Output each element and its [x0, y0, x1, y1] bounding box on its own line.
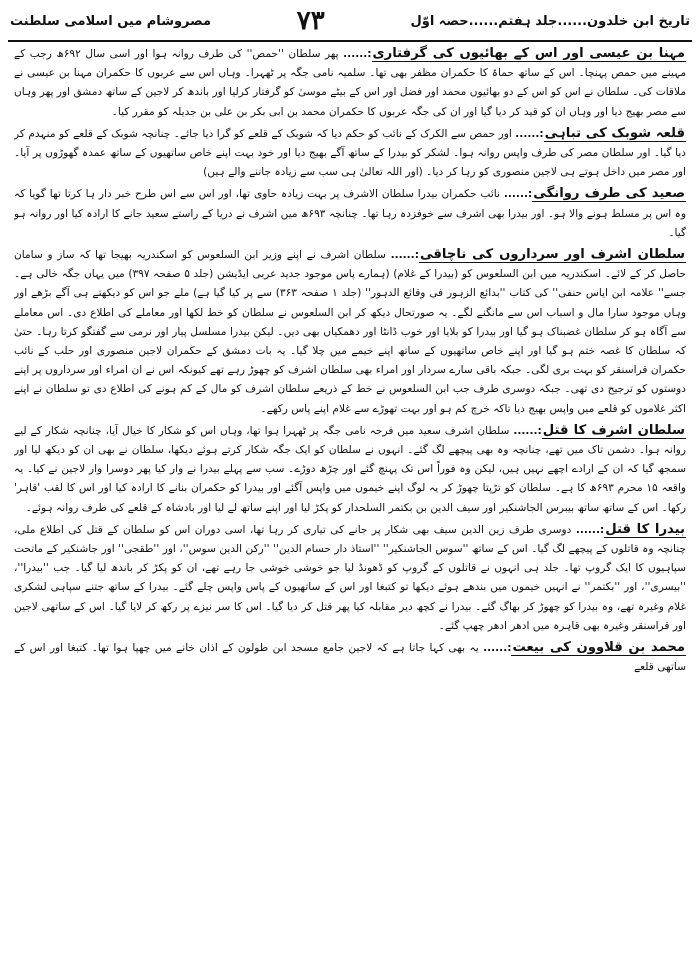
section-baydara-killing: بیدرا کا قتل:...... دوسری طرف زین الدین سیف بھی شکار پر جانے کی تیاری کر رہا تھا، اسی دوران اس کو سلطان کے قتل کی اطلاع ملی، چنانچہ وہ قاتلوں کے پیچھے لگ گیا۔ اس کے ساتھ ''سوس الجاشنکیر'' ''استاذ دار حسام الدین'' ''رکن الدین سوس''، اور ''طقجی'' اور جاشنکیر کے ماتحت سپاہیوں کا ایک گروپ تھا۔ جلد ہی انہوں نے قاتلوں کے گروپ کو ڈھونڈ لیا جو خوشی خوشی جا رہے تھے، ان کو پکڑ کر باندھ لیا گیا۔ جب ''بیدرا''، ''بیسری''، اور ''بکتمر'' نے انہیں خیموں میں بندھے ہوئے دیکھا تو کتبغا اور اس کے ساتھیوں کے پاس واپس چلے گئے۔ بیدرا کے ساتھ جتنے سپاہی لشکری غلام وغیرہ تھے، وہ بیدرا کو چھوڑ کر بھاگ گئے۔ بیدرا نے کچھ دیر مقابلہ کیا پھر قتل کر دیا گیا۔ اس کا سر نیزے پر رکھ کر لایا گیا۔ اس کے ساتھی لاجین اور قراسنقر وغیرہ بھی قاہرہ میں ادھر ادھر چھپ گئے۔ [14, 521, 686, 632]
section-arrest: مہنا بن عیسی اور اس کے بھائیوں کی گرفتاری:...... پھر سلطان ''حمص'' کی طرف روانہ ہوا اور اسی سال ۶۹۲ھ رجب کے مہینے میں حمص پہنچا۔ اس کے ساتھ حماۃ کا حکمران مظفر بھی تھا۔ سلمیہ نامی جگہ پر ٹھہرا۔ وہاں اس سے عربوں کا حکمران مہنا بن عیسی نے ملاقات کی۔ سلطان نے اس کو اس کے دو بھائیوں محمد اور فضل اور اس کے بیٹے موسیٰ کو گرفتار کرلیا اور باندھ کر لاجین کے ساتھ دمشق اور پھر وہاں سے مصر بھیج دیا اور وہاں ان کو قید کر دیا گیا اور ان کی جگہ عربوں کا حکمران محمد بن ابی بکر بن علی بن جدیلہ کو مقرر کیا۔ [14, 46, 686, 118]
section-bayah: محمد بن قلاوون کی بیعت:...... یہ بھی کہا جاتا ہے کہ لاجین جامع مسجد ابن طولون کے اذان خانے میں چھپا ہوا تھا۔ کتبغا اور اس کے ساتھی قلعے [14, 640, 686, 674]
section-heading: بیدرا کا قتل [605, 521, 685, 537]
section-said: صعید کی طرف روانگی:...... نائب حکمران بیدرا سلطان الاشرف پر بہت زیادہ حاوی تھا، اور اس سے اس طرح خبر دار ہا کرتا تھا گویا کہ وہ اس پر مسلط ہونے والا ہو۔ اور بیدرا بھی اشرف سے خوفزدہ رہا تھا۔ چنانچہ ۶۹۳ھ میں اشرف نے دریا کے راستے سعید جانے کا ارادہ کیا اور روانہ ہو گیا۔ [14, 186, 686, 239]
section-heading: سلطان اشرف اور سرداروں کی ناچاقی [419, 247, 685, 263]
section-ashraf-killing: سلطان اشرف کا قتل:...... سلطان اشرف سعید میں فرجہ نامی جگہ پر ٹھہرا ہوا تھا، وہاں اس کو شکار کا خیال آیا، چنانچہ شکار کے لیے روانہ ہوا۔ دشمن تاک میں تھے، چنانچہ وہ بھی پیچھے لگ گئے۔ انہوں نے سلطان کو ایک جگہ شکار کرتے ہوئے دیکھا، سلطان نے بھی ان کو دیکھ لیا اور سمجھ گیا کہ ان کے ارادے اچھے نہیں ہیں، لیکن وہ فوراً اس تک پہنچ گئے اور چڑھ دوڑے۔ سب سے پہلے بیدرا نے وار کیا پھر دوسرا وار لاجین نے کیا۔ یہ واقعہ ۱۵ محرم ۶۹۳ھ کا ہے۔ سلطان کو تڑپتا چھوڑ کر یہ لوگ اپنے خیموں میں واپس آگئے اور بیدرا کو حکمران بنانے کا ارادہ کیا اور اس کا لقب 'قاہر' رکھا۔ اس کے ساتھ ساتھ بیبرس الجاشنکیر اور سیف الدین بن بکتمر السلحدار کو پکڑ لیا اور اپنے ساتھ لے لیا اور بادشاہ کے قلعے کی طرف روانہ ہوئے۔ [14, 422, 686, 514]
section-title: مصروشام میں اسلامی سلطنت [10, 13, 212, 29]
section-text: دوسری طرف زین الدین سیف بھی شکار پر جانے کی تیاری کر رہا تھا، اسی دوران اس کو سلطان کے قتل کی اطلاع ملی، چنانچہ وہ قاتلوں کے پیچھے لگ گیا۔ اس کے ساتھ ''سوس الجاشنکیر'' ''استاذ دار حسام الدین'' ''رکن الدین سوس''، اور ''طقجی'' اور جاشنکیر کے ماتحت سپاہیوں کا ایک گروپ تھا۔ جلد ہی انہوں نے قاتلوں کے گروپ کو ڈھونڈ لیا جو خوشی خوشی جا رہے تھے، ان کو پکڑ کر باندھ لیا گیا۔ جب ''بیدرا''، ''بیسری''، اور ''بکتمر'' نے انہیں خیموں میں بندھے ہوئے دیکھا تو کتبغا اور اس کے ساتھیوں کے پاس واپس چلے گئے۔ بیدرا کے ساتھ جتنے سپاہی لشکری غلام وغیرہ تھے، وہ بیدرا کو چھوڑ کر بھاگ گئے۔ بیدرا نے کچھ دیر مقابلہ کیا پھر قتل کر دیا گیا۔ اس کا سر نیزے پر رکھ کر لایا گیا۔ اس کے ساتھی لاجین اور قراسنقر وغیرہ بھی قاہرہ میں ادھر ادھر چھپ گئے۔ [14, 523, 686, 632]
section-heading: قلعہ شوبک کی تباہی [544, 125, 686, 141]
section-text: سلطان اشرف سعید میں فرجہ نامی جگہ پر ٹھہرا ہوا تھا، وہاں اس کو شکار کا خیال آیا، چنانچہ شکار کے لیے روانہ ہوا۔ دشمن تاک میں تھے، چنانچہ وہ بھی پیچھے لگ گئے۔ انہوں نے سلطان کو ایک جگہ شکار کرتے ہوئے دیکھا، سلطان نے بھی ان کو دیکھ لیا اور سمجھ گیا کہ ان کے ارادے اچھے نہیں ہیں، لیکن وہ فوراً اس تک پہنچ گئے اور چڑھ دوڑے۔ سب سے پہلے بیدرا نے وار کیا پھر دوسرا وار لاجین نے کیا۔ یہ واقعہ ۱۵ محرم ۶۹۳ھ کا ہے۔ سلطان کو تڑپتا چھوڑ کر یہ لوگ اپنے خیموں میں واپس آگئے اور بیدرا کو حکمران بنانے کا ارادہ کیا اور اس کا لقب 'قاہر' رکھا۔ اس کے ساتھ ساتھ بیبرس الجاشنکیر اور سیف الدین بن بکتمر السلحدار کو پکڑ لیا اور اپنے ساتھ لے لیا اور بادشاہ کے قلعے کی طرف روانہ ہوئے۔ [14, 424, 686, 514]
section-text: نائب حکمران بیدرا سلطان الاشرف پر بہت زیادہ حاوی تھا، اور اس سے اس طرح خبر دار ہا کرتا تھا گویا کہ وہ اس پر مسلط ہونے والا ہو۔ اور بیدرا بھی اشرف سے خوفزدہ رہا تھا۔ چنانچہ ۶۹۳ھ میں اشرف نے دریا کے راستے سعید جانے کا ارادہ کیا اور روانہ ہو گیا۔ [14, 188, 686, 239]
section-text: پھر سلطان ''حمص'' کی طرف روانہ ہوا اور اسی سال ۶۹۲ھ رجب کے مہینے میں حمص پہنچا۔ اس کے ساتھ حماۃ کا حکمران مظفر بھی تھا۔ سلمیہ نامی جگہ پر ٹھہرا۔ وہاں اس سے عربوں کا حکمران مہنا بن عیسی نے ملاقات کی۔ سلطان نے اس کو اس کے دو بھائیوں محمد اور فضل اور اس کے بیٹے موسیٰ کو گرفتار کرلیا اور باندھ کر لاجین کے ساتھ دمشق اور پھر وہاں سے مصر بھیج دیا اور وہاں ان کو قید کر دیا گیا اور ان کی جگہ عربوں کا حکمران محمد بن ابی بکر بن علی بن جدیلہ کو مقرر کیا۔ [14, 48, 686, 118]
section-text: یہ بھی کہا جاتا ہے کہ لاجین جامع مسجد ابن طولون کے اذان خانے میں چھپا ہوا تھا۔ کتبغا اور اس کے ساتھی قلعے [14, 642, 686, 674]
page-number: ۷۳ [296, 6, 325, 36]
page-header [10, 4, 690, 38]
section-dispute: سلطان اشرف اور سرداروں کی ناچاقی:...... سلطان اشرف نے اپنے وزیر ابن السلعوس کو اسکندریہ بھیجا تھا کہ ساز و سامان حاصل کر کے لائے۔ اسکندریہ میں ابن السلعوس کو (بیدرا کے غلام) (ہمارے پاس موجود جدید عربی ایڈیشن (جلد ۵ صفحہ ۳۹۷) میں یہاں جگہ خالی ہے۔ جسے'' علامہ ابن ایاس حنفی'' کی کتاب ''بدائع الزہور فی وقائع الدہور'' (جلد ۱ صفحہ ۳۶۳) سے پر کیا گیا ہے) ملے جو اس کو دیکھتے ہی آگے بڑھے اور وہاں موجود سارا مال و اسباب اس سے مانگنے لگے۔ یہ صورتحال دیکھ کر ابن السلعوس نے سلطان کو خط لکھا اور معاملے کی اطلاع دی۔ اس معاملے سے آگاہ ہو کر سلطان غضبناک ہو گیا اور بیدرا کو بلایا اور خوب ڈانٹا اور دھمکیاں بھی دیں۔ لیکن بیدرا مسلسل پیار اور نرمی سے گفتگو کرتا رہا۔ حتیٰ کہ سلطان کا غصہ ختم ہو گیا اور اپنے خاص ساتھیوں کے ساتھ اپنے خیمے میں چلا گیا۔ یہ بات دمشق کے حکمران لاجین منصوری اور حلب کے نائب حکمران قراسنقر کو بہت بری لگی۔ جبکہ باقی سارے سردار اور امراء بھی سلطان اشرف کو چھوڑ رہے تھے کیونکہ اس نے ان امراء اور سرداروں پر اپنے دوستوں کو ترجیح دی تھی۔ جبکہ دوسری طرف جب ابن السلعوس نے خط کے ذریعے سلطان اشرف کو مال کے کم ہونے کی اطلاع دی تو سلطان نے اپنے اکثر غلاموں کو قلعے میں واپس بھیج دیا تاکہ خرچ کم ہو اور بہت تھوڑے سے غلام اپنے پاس رکھے۔ [14, 247, 686, 415]
page-body [14, 44, 686, 963]
section-shobak: قلعہ شوبک کی تباہی:...... اور حمص سے الکرک کے نائب کو حکم دیا کہ شوبک کے قلعے کو گرا دیا جائے۔ چنانچہ شوبک کے قلعے کو منہدم کر دیا گیا۔ اور سلطان مصر کی طرف واپس روانہ ہوا۔ لشکر کو بیدرا کے ساتھ آگے بھیج دیا اور خود بہت اپنے خاص ساتھیوں کے ساتھ عمدہ گھوڑوں پر آیا۔ اور مصر میں داخل ہوتے ہی لاجین منصوری کو رہا کر دیا۔ (اور اللہ تعالیٰ ہی سب سے زیادہ جاننے والے ہیں) [14, 125, 686, 179]
header-divider [8, 40, 692, 42]
section-heading: محمد بن قلاوون کی بیعت [512, 640, 685, 656]
section-text: اور حمص سے الکرک کے نائب کو حکم دیا کہ شوبک کے قلعے کو گرا دیا جائے۔ چنانچہ شوبک کے قلعے کو منہدم کر دیا گیا۔ اور سلطان مصر کی طرف واپس روانہ ہوا۔ لشکر کو بیدرا کے ساتھ آگے بھیج دیا اور خود بہت اپنے خاص ساتھیوں کے ساتھ عمدہ گھوڑوں پر آیا۔ اور مصر میں داخل ہوتے ہی لاجین منصوری کو رہا کر دیا۔ (اور اللہ تعالیٰ ہی سب سے زیادہ جاننے والے ہیں) [14, 127, 686, 179]
section-text: سلطان اشرف نے اپنے وزیر ابن السلعوس کو اسکندریہ بھیجا تھا کہ ساز و سامان حاصل کر کے لائے۔ اسکندریہ میں ابن السلعوس کو (بیدرا کے غلام) (ہمارے پاس موجود جدید عربی ایڈیشن (جلد ۵ صفحہ ۳۹۷) میں یہاں جگہ خالی ہے۔ جسے'' علامہ ابن ایاس حنفی'' کی کتاب ''بدائع الزہور فی وقائع الدہور'' (جلد ۱ صفحہ ۳۶۳) سے پر کیا گیا ہے) ملے جو اس کو دیکھتے ہی آگے بڑھے اور وہاں موجود سارا مال و اسباب اس سے مانگنے لگے۔ یہ صورتحال دیکھ کر ابن السلعوس نے سلطان کو خط لکھا اور معاملے کی اطلاع دی۔ اس معاملے سے آگاہ ہو کر سلطان غضبناک ہو گیا اور بیدرا کو بلایا اور خوب ڈانٹا اور دھمکیاں بھی دیں۔ لیکن بیدرا مسلسل پیار اور نرمی سے گفتگو کرتا رہا۔ حتیٰ کہ سلطان کا غصہ ختم ہو گیا اور اپنے خاص ساتھیوں کے ساتھ اپنے خیمے میں چلا گیا۔ یہ بات دمشق کے حکمران لاجین منصوری اور حلب کے نائب حکمران قراسنقر کو بہت بری لگی۔ جبکہ باقی سارے سردار اور امراء بھی سلطان اشرف کو چھوڑ رہے تھے کیونکہ اس نے ان امراء اور سرداروں پر اپنے دوستوں کو ترجیح دی تھی۔ جبکہ دوسری طرف جب ابن السلعوس نے خط کے ذریعے سلطان اشرف کو مال کے کم ہونے کی اطلاع دی تو سلطان نے اپنے اکثر غلاموں کو قلعے میں واپس بھیج دیا تاکہ خرچ کم ہو اور بہت تھوڑے سے غلام اپنے پاس رکھے۔ [14, 249, 686, 415]
section-heading: مہنا بن عیسی اور اس کے بھائیوں کی گرفتاری [372, 46, 685, 61]
section-heading: سلطان اشرف کا قتل [542, 422, 685, 438]
book-title: تاریخ ابن خلدون......جلد ہفتم......حصہ اوّل [410, 13, 690, 29]
section-heading: صعید کی طرف روانگی [533, 186, 685, 202]
